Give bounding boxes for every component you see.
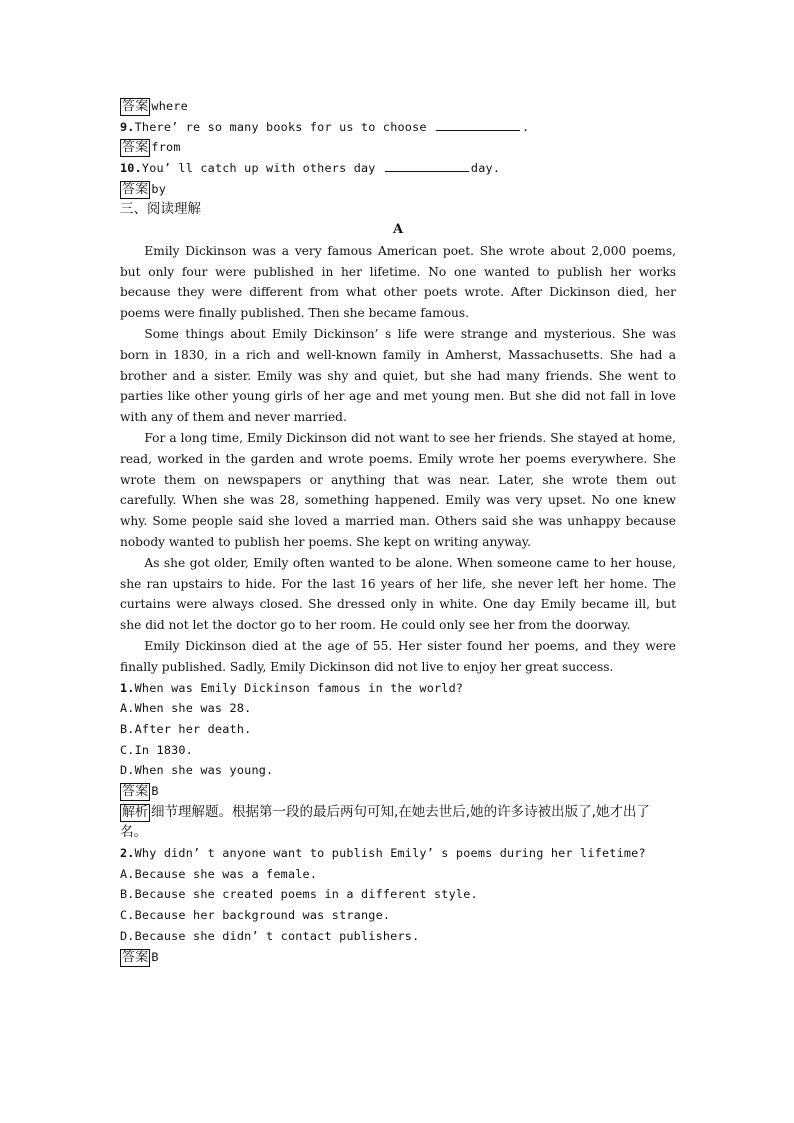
answer-line xyxy=(120,947,676,968)
answer-label: 答案 xyxy=(122,140,149,156)
passage-paragraph: For a long time, Emily Dickinson did not want to see her friends. She stayed at home, read, worked in the garden and wrote poems. Emily wrote her poems everywhere. She wrote them on newspapers or anything that was near. Later, she wrote them out carefully. When she was 28, something happened. Emily was very upset. No one knew why. Some people said she loved a married man. Others said she was unhappy because nobody wanted to publish her poems. She kept on writing anyway. xyxy=(120,430,676,549)
section-title: 三、阅读理解 xyxy=(120,201,201,218)
passage-paragraph: As she got older, Emily often wanted to be alone. When someone came to her house, she ran upstairs to hide. For the last 16 years of her life, she never left her home. The curtains were always closed. She dressed only in white. One day Emily became ill, but she did not let the doctor go to her room. He could only see her from the doorway. xyxy=(120,555,676,633)
passage-title: A xyxy=(392,222,404,238)
explanation-label: 解析 xyxy=(122,804,149,820)
option-d: D.Because she didn’ t contact publishers. xyxy=(120,928,420,943)
option-b: B.After her death. xyxy=(120,721,252,736)
answer-line xyxy=(120,137,676,158)
question-1 xyxy=(120,678,676,699)
answer-label: 答案 xyxy=(122,783,149,799)
answer-line xyxy=(120,179,676,200)
question-text-end: day. xyxy=(470,161,501,176)
answer-text: B xyxy=(151,949,159,964)
question-text-end: . xyxy=(522,119,530,134)
passage-paragraph: Emily Dickinson was a very famous American poet. She wrote about 2,000 poems, but only four were published in her lifetime. No one wanted to publish her works because they were different from what other poets wrote. After Dickinson died, her poems were finally published. Then she became famous. xyxy=(120,243,676,321)
answer-line xyxy=(120,96,676,117)
question-10 xyxy=(120,158,676,179)
question-text: Why didn’ t anyone want to publish Emily’ s poems during her lifetime? xyxy=(134,846,646,861)
answer-blank xyxy=(385,160,469,172)
option-d: D.When she was young. xyxy=(120,763,274,778)
option-c: C.Because her background was strange. xyxy=(120,908,391,923)
question-number: 10. xyxy=(120,161,142,176)
answer-blank xyxy=(436,119,520,131)
answer-text: B xyxy=(151,783,159,798)
option-b: B.Because she created poems in a different style. xyxy=(120,887,478,902)
answer-label: 答案 xyxy=(122,181,149,197)
option-a: A.Because she was a female. xyxy=(120,866,318,881)
explanation xyxy=(120,802,676,843)
option-c: C.In 1830. xyxy=(120,742,194,757)
answer-text: by xyxy=(151,181,167,196)
question-2 xyxy=(120,843,676,864)
answer-line xyxy=(120,781,676,802)
answer-label: 答案 xyxy=(122,949,149,965)
question-text: You’ ll catch up with others day xyxy=(141,161,383,176)
question-number: 2. xyxy=(120,846,135,861)
answer-text: where xyxy=(151,99,188,113)
question-text: There’ re so many books for us to choose xyxy=(134,119,435,134)
document-page xyxy=(120,96,676,967)
question-9 xyxy=(120,117,676,138)
answer-text: from xyxy=(151,140,181,155)
question-text: When was Emily Dickinson famous in the world? xyxy=(134,680,464,695)
question-number: 1. xyxy=(120,680,135,695)
answer-label: 答案 xyxy=(122,99,149,114)
passage-paragraph: Emily Dickinson died at the age of 55. Her sister found her poems, and they were finally published. Sadly, Emily Dickinson did not live to enjoy her great success. xyxy=(120,638,676,674)
question-number: 9. xyxy=(120,119,135,134)
explanation-text: 细节理解题。根据第一段的最后两句可知,在她去世后,她的许多诗被出版了,她才出了名。 xyxy=(120,803,650,841)
option-a: A.When she was 28. xyxy=(120,701,252,716)
passage-paragraph: Some things about Emily Dickinson’ s life were strange and mysterious. She was born in 1830, in a rich and well-known family in Amherst, Massachusetts. She had a brother and a sister. Emily was shy and quiet, but she had many friends. She went to parties like other young girls of her age and met young men. But she did not fall in love with any of them and never married. xyxy=(120,327,676,425)
